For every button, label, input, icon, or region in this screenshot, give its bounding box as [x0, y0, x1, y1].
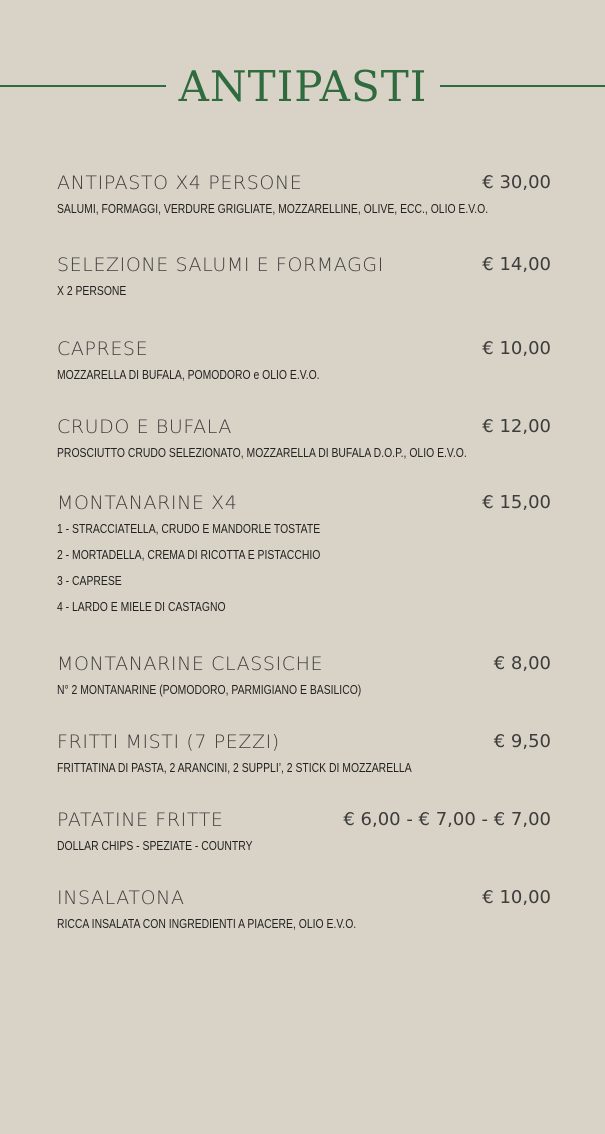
item-description: SALUMI, FORMAGGI, VERDURE GRIGLIATE, MOZZARELLINE, OLIVE, ECC., OLIO E.V.O.	[57, 201, 489, 216]
item-price: € 10,00	[482, 887, 551, 908]
item-description: X 2 PERSONE	[57, 283, 127, 298]
item-description: 2 - MORTADELLA, CREMA DI RICOTTA E PISTACCHIO	[57, 547, 321, 562]
header-rule-left	[0, 85, 166, 87]
item-description: 1 - STRACCIATELLA, CRUDO E MANDORLE TOSTATE	[57, 521, 321, 536]
menu-item	[57, 807, 551, 859]
item-name: FRITTI MISTI (7 PEZZI)	[57, 731, 280, 753]
menu-item	[57, 651, 551, 703]
item-description: DOLLAR CHIPS - SPEZIATE - COUNTRY	[57, 838, 253, 853]
item-price: € 6,00 - € 7,00 - € 7,00	[343, 809, 551, 830]
item-price: € 9,50	[493, 731, 551, 752]
menu-item	[57, 170, 551, 222]
item-name: CAPRESE	[57, 338, 149, 360]
item-description: N° 2 MONTANARINE (POMODORO, PARMIGIANO E BASILICO)	[57, 682, 362, 697]
menu-item	[57, 729, 551, 781]
item-name: PATATINE FRITTE	[57, 809, 224, 831]
item-name: CRUDO E BUFALA	[57, 416, 232, 438]
menu-item	[57, 252, 551, 304]
item-price: € 30,00	[482, 172, 551, 193]
item-price: € 8,00	[493, 653, 551, 674]
item-description: 4 - LARDO E MIELE DI CASTAGNO	[57, 599, 226, 614]
item-name: MONTANARINE CLASSICHE	[57, 653, 324, 675]
item-description: 3 - CAPRESE	[57, 573, 122, 588]
menu-item	[57, 414, 551, 466]
item-name: INSALATONA	[57, 887, 185, 909]
item-description: MOZZARELLA DI BUFALA, POMODORO e OLIO E.V.O.	[57, 367, 320, 382]
item-description: FRITTATINA DI PASTA, 2 ARANCINI, 2 SUPPLI’, 2 STICK DI MOZZARELLA	[57, 760, 412, 775]
item-price: € 15,00	[482, 492, 551, 513]
section-title: ANTIPASTI	[178, 62, 428, 111]
item-description: RICCA INSALATA CON INGREDIENTI A PIACERE, OLIO E.V.O.	[57, 916, 357, 931]
item-name: SELEZIONE SALUMI E FORMAGGI	[57, 254, 384, 276]
item-price: € 12,00	[482, 416, 551, 437]
menu-item	[57, 336, 551, 388]
section-header	[0, 60, 605, 114]
menu-item	[57, 885, 551, 937]
item-name: ANTIPASTO X4 PERSONE	[57, 172, 303, 194]
item-price: € 14,00	[482, 254, 551, 275]
item-price: € 10,00	[482, 338, 551, 359]
item-description: PROSCIUTTO CRUDO SELEZIONATO, MOZZARELLA DI BUFALA D.O.P., OLIO E.V.O.	[57, 445, 467, 460]
header-rule-right	[440, 85, 605, 87]
item-name: MONTANARINE X4	[57, 492, 238, 514]
menu-item	[57, 490, 551, 620]
